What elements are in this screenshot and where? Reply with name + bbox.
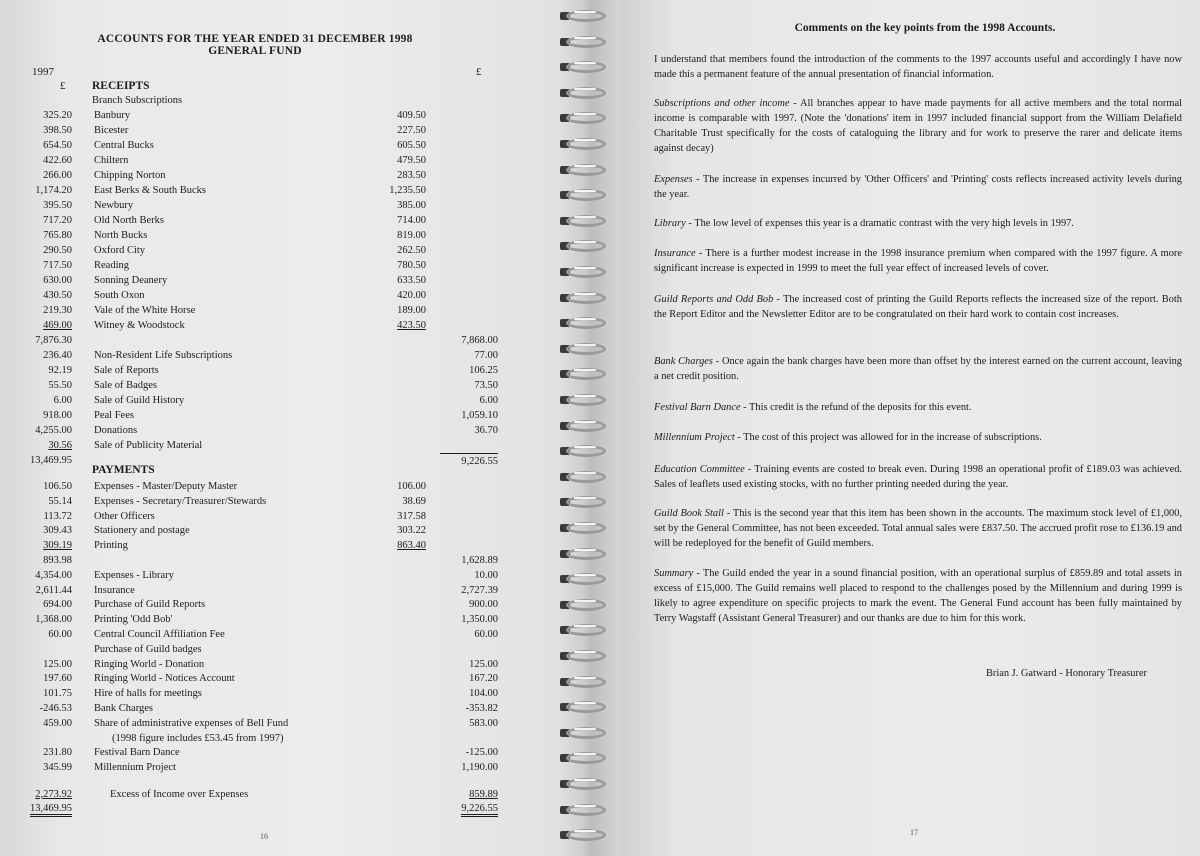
receipt-prev: 325.20 (43, 110, 72, 121)
payment-col2: 2,727.39 (461, 584, 498, 596)
binding-coil (560, 469, 612, 485)
comment-paragraph (654, 400, 1182, 415)
receipt-row (0, 273, 556, 288)
binding-coil (560, 546, 612, 562)
comment-heading: Guild Reports and Odd Bob (654, 294, 774, 305)
receipt-col1: 780.50 (397, 260, 426, 271)
spiral-binding (556, 0, 620, 856)
payment-prev: 231.80 (43, 747, 72, 759)
receipt-row (0, 408, 556, 423)
receipt-label: Old North Berks (94, 215, 164, 226)
binding-coil (560, 725, 612, 741)
binding-coil (560, 110, 612, 126)
branch-heading-label: Branch Subscriptions (92, 95, 183, 106)
comment-text: - The increased cost of printing the Guild Reports reflects the increased size of the report. Both the Report Editor and the Newsletter Editor are to be congratulated on their hard work to contain cost increases. (654, 294, 1182, 320)
payment-col2: 125.00 (469, 658, 498, 670)
binding-coil (560, 136, 612, 152)
receipt-label: Chipping Norton (94, 170, 166, 181)
payment-prev: 55.14 (48, 495, 72, 507)
payment-col2: 1,628.89 (461, 555, 498, 566)
payment-col2: 60.00 (474, 629, 498, 640)
binding-coil (560, 674, 612, 690)
binding-coil (560, 622, 612, 638)
comment-text: - The increase in expenses incurred by 'Other Officers' and 'Printing' costs reflects increased activity levels during the year. (654, 174, 1182, 200)
receipt-prev: 395.50 (43, 200, 72, 211)
payment-col2: 1,190.00 (461, 762, 498, 774)
payment-col2: 583.00 (469, 717, 498, 729)
accounts-title: ACCOUNTS FOR THE YEAR ENDED 31 DECEMBER 1998 (97, 33, 413, 45)
receipt-row (0, 423, 556, 438)
payment-label: Printing 'Odd Bob' (94, 614, 173, 626)
receipt-label: Witney & Woodstock (94, 320, 185, 331)
receipt-prev: 30.56 (48, 440, 72, 451)
left-page-accounts (0, 0, 556, 856)
payment-label: Ringing World - Donation (94, 658, 205, 670)
binding-coil (560, 34, 612, 50)
branch-subscriptions-heading (0, 93, 556, 108)
payment-prev: -246.53 (39, 703, 72, 714)
payment-label: Purchase of Guild Reports (94, 599, 206, 611)
receipt-label: Sonning Deanery (94, 275, 168, 286)
receipt-col1: 227.50 (397, 125, 426, 136)
payment-prev: 113.72 (43, 510, 72, 522)
excess-prev: 2,273.92 (35, 789, 72, 800)
payment-prev: 2,611.44 (35, 584, 72, 596)
receipt-row (0, 243, 556, 258)
receipt-row (0, 453, 556, 468)
receipt-label: Chiltern (94, 155, 129, 166)
receipt-prev: 654.50 (43, 140, 72, 151)
binding-coil (560, 85, 612, 101)
receipt-label: North Bucks (94, 230, 148, 241)
comments-title: Comments on the key points from the 1998 Accounts. (794, 22, 1056, 34)
payment-row (0, 657, 556, 672)
payment-label: Expenses - Library (94, 569, 174, 581)
total-prev: 13,469.95 (30, 803, 72, 817)
receipt-prev: 55.50 (48, 380, 72, 391)
payment-col1: 303.22 (397, 525, 426, 537)
payment-row (0, 760, 556, 775)
prev-year-header: 1997 (32, 66, 54, 78)
comment-text: - This is the second year that this item has been shown in the accounts. The maximum stock level of £1,000, set by the General Committee, has not been exceeded. Total annual sales were £837.50. The accrued profit rose to £136.19 and will be redeployed for the benefit of Guild members. (654, 508, 1183, 549)
receipt-row (0, 318, 556, 333)
payment-label: (1998 figure includes £53.45 from 1997) (112, 732, 284, 744)
comment-heading: Bank Charges (654, 356, 713, 367)
payment-row (0, 494, 556, 509)
binding-coil (560, 776, 612, 792)
payment-label: Millennium Project (94, 762, 176, 774)
receipt-row (0, 378, 556, 393)
total-row (0, 801, 556, 816)
binding-coil (560, 827, 612, 843)
payment-label: Central Council Affiliation Fee (94, 629, 225, 640)
receipt-col2: 106.25 (469, 365, 498, 376)
receipt-label: Banbury (94, 110, 131, 121)
payment-row (0, 701, 556, 716)
receipt-col1: 633.50 (397, 275, 426, 286)
receipt-col1: 420.00 (397, 290, 426, 301)
payment-prev: 309.19 (43, 540, 72, 552)
receipt-col2: 73.50 (474, 380, 498, 391)
payment-row (0, 627, 556, 642)
receipt-col1: 189.00 (397, 305, 426, 316)
right-page-comments (620, 0, 1200, 856)
receipt-row (0, 333, 556, 348)
binding-coil (560, 366, 612, 382)
comment-paragraph (654, 462, 1182, 492)
comment-text: - Training events are costed to break even. During 1998 an operational profit of £189.03 was achieved. Sales of leaflets used existing stocks, with no further printing needed during the year. (654, 464, 1183, 490)
comment-text: - This credit is the refund of the deposits for this event. (740, 402, 972, 413)
receipt-label: Sale of Reports (94, 365, 159, 376)
payment-prev: 459.00 (43, 717, 72, 729)
comments-intro: I understand that members found the introduction of the comments to the 1997 accounts useful and accordingly I have now made this a permanent feature of the annual presentation of financial information. (654, 54, 1182, 80)
receipt-col1: 423.50 (397, 320, 426, 331)
receipt-col1: 819.00 (397, 230, 426, 241)
comment-heading: Library (654, 218, 686, 229)
binding-coil (560, 238, 612, 254)
receipt-prev: 918.00 (43, 410, 72, 421)
payment-label: Printing (94, 540, 128, 552)
payment-prev: 197.60 (43, 673, 72, 685)
receipt-label: Sale of Guild History (94, 395, 185, 406)
payment-row (0, 731, 556, 746)
payments-heading: PAYMENTS (92, 464, 155, 476)
receipt-prev: 430.50 (43, 290, 72, 301)
binding-coil (560, 187, 612, 203)
receipt-label: Reading (94, 260, 129, 271)
payment-col1: 317.58 (397, 510, 426, 522)
receipt-col2: 6.00 (479, 395, 498, 406)
receipt-col1: 409.50 (397, 110, 426, 121)
receipt-label: Central Bucks (94, 140, 154, 151)
comment-heading: Guild Book Stall (654, 508, 724, 519)
comment-paragraph (654, 506, 1182, 551)
receipt-col1: 605.50 (397, 140, 426, 151)
payment-label: Purchase of Guild badges (94, 643, 202, 655)
payment-row (0, 686, 556, 701)
payment-label: Other Officers (94, 510, 155, 522)
comment-paragraph (654, 430, 1182, 445)
comment-paragraph (654, 354, 1182, 384)
payment-label: Expenses - Master/Deputy Master (94, 481, 238, 492)
receipt-col2: 77.00 (474, 350, 498, 361)
payment-col2: 1,350.00 (461, 614, 498, 626)
binding-coil (560, 648, 612, 664)
accounts-subtitle: GENERAL FUND (208, 45, 302, 57)
receipt-row (0, 213, 556, 228)
receipt-col2: 1,059.10 (461, 410, 498, 421)
receipt-row (0, 183, 556, 198)
receipt-prev: 1,174.20 (35, 185, 72, 196)
payment-col2: 104.00 (469, 688, 498, 700)
receipt-label: Vale of the White Horse (94, 305, 196, 316)
receipt-prev: 219.30 (43, 305, 72, 316)
receipt-col2: 36.70 (474, 425, 498, 436)
comment-text: - Once again the bank charges have been more than offset by the interest earned on the current account, leaving a net credit position. (654, 356, 1182, 382)
receipt-label: Oxford City (94, 245, 146, 256)
payment-row (0, 612, 556, 627)
payment-row (0, 479, 556, 494)
payment-col2: 900.00 (469, 599, 498, 611)
comment-heading: Festival Barn Dance (654, 402, 741, 413)
comment-text: - All branches appear to have made payments for all active members and the total normal income is comparable with 1997. (Note the 'donations' item in 1997 included financial support from the William Delafield Charitable Trust specifically for the costs of cataloguing the library and for work to preserve the rarer and delicate items against decay) (654, 98, 1182, 154)
binding-coil (560, 392, 612, 408)
payment-col2: -353.82 (465, 703, 498, 714)
receipt-label: Non-Resident Life Subscriptions (94, 350, 233, 361)
binding-coil (560, 494, 612, 510)
receipt-row (0, 363, 556, 378)
payment-col2: 167.20 (469, 673, 498, 685)
payment-row (0, 716, 556, 731)
receipt-row (0, 228, 556, 243)
payment-label: Ringing World - Notices Account (94, 673, 235, 685)
excess-row (0, 787, 556, 802)
receipt-prev: 236.40 (43, 350, 72, 361)
binding-coil (560, 443, 612, 459)
receipt-col1: 385.00 (397, 200, 426, 211)
payment-prev: 694.00 (43, 599, 72, 611)
payment-prev: 125.00 (43, 658, 72, 670)
binding-coil (560, 341, 612, 357)
binding-coil (560, 59, 612, 75)
receipt-col1: 1,235.50 (389, 185, 426, 196)
receipt-prev: 469.00 (43, 320, 72, 331)
comment-text: - The Guild ended the year in a sound financial position, with an operational surplus of £859.89 and total assets in excess of £15,000. The Guild remains well placed to respond to the challenges posed by the Millennium and during 1999 is likely to agree expenditure on specific projects to mark the event. The General Fund account has been fully maintained by Terry Wagstaff (Assistant General Treasurer) and our thanks are due to him for this work. (654, 568, 1182, 624)
payment-row (0, 671, 556, 686)
receipt-prev: 6.00 (53, 395, 72, 406)
receipt-label: Bicester (94, 125, 129, 136)
payment-row (0, 553, 556, 568)
receipt-row (0, 108, 556, 123)
payment-prev: 893.98 (43, 555, 72, 566)
payment-col2: -125.00 (465, 747, 498, 759)
comment-heading: Expenses (654, 174, 693, 185)
left-page-number: 16 (260, 832, 268, 841)
receipt-label: Sale of Publicity Material (94, 440, 203, 451)
right-page-number: 17 (910, 828, 918, 837)
receipt-prev: 630.00 (43, 275, 72, 286)
binding-coil (560, 264, 612, 280)
payment-row (0, 583, 556, 598)
binding-coil (560, 520, 612, 536)
payment-label: Hire of halls for meetings (94, 688, 202, 700)
payment-label: Stationery and postage (94, 525, 190, 537)
binding-coil (560, 699, 612, 715)
comment-paragraph (654, 216, 1182, 231)
receipt-row (0, 138, 556, 153)
binding-coil (560, 213, 612, 229)
receipt-label: South Oxon (94, 290, 145, 301)
payment-row (0, 538, 556, 553)
receipt-prev: 92.19 (48, 365, 72, 376)
comment-text: - The cost of this project was allowed for in the increase of subscriptions. (734, 432, 1042, 443)
receipt-col1: 262.50 (397, 245, 426, 256)
receipt-row (0, 168, 556, 183)
receipt-row (0, 393, 556, 408)
total-current: 9,226.55 (461, 803, 498, 817)
binding-coil (560, 571, 612, 587)
receipt-label: Peal Fees (94, 410, 134, 421)
receipt-row (0, 438, 556, 453)
payment-row (0, 597, 556, 612)
binding-coil (560, 750, 612, 766)
binding-coil (560, 802, 612, 818)
receipt-row (0, 153, 556, 168)
payment-prev: 60.00 (48, 629, 72, 640)
receipt-prev: 717.50 (43, 260, 72, 271)
prev-currency-header: £ (60, 80, 66, 92)
receipt-label: Newbury (94, 200, 134, 211)
comment-heading: Subscriptions and other income (654, 98, 790, 109)
receipt-prev: 717.20 (43, 215, 72, 226)
payment-col1: 106.00 (397, 481, 426, 492)
binding-coil (560, 162, 612, 178)
comment-text: - There is a further modest increase in the 1998 insurance premium when compared with the 1997 figure. A more significant increase is expected in 1999 to meet the full year effect of increased levels of cover. (654, 248, 1182, 274)
comment-paragraph (654, 246, 1182, 276)
binding-coil (560, 315, 612, 331)
payment-col1: 38.69 (402, 495, 426, 507)
treasurer-signature: Brian J. Gatward - Honorary Treasurer (986, 668, 1148, 679)
payment-prev: 106.50 (43, 481, 72, 492)
comment-paragraph (654, 96, 1182, 156)
receipt-col1: 714.00 (397, 215, 426, 226)
payment-prev: 345.99 (43, 762, 72, 774)
receipt-col1: 479.50 (397, 155, 426, 166)
payment-label: Insurance (94, 584, 135, 596)
comment-heading: Millennium Project (654, 432, 735, 443)
payment-row (0, 568, 556, 583)
comment-paragraph (654, 172, 1182, 202)
receipt-prev: 13,469.95 (30, 455, 72, 466)
payment-col1: 863.40 (397, 540, 426, 552)
comment-heading: Summary (654, 568, 694, 579)
receipt-prev: 266.00 (43, 170, 72, 181)
payment-prev: 1,368.00 (35, 614, 72, 626)
payment-label: Share of administrative expenses of Bell Fund (94, 717, 289, 729)
receipt-prev: 398.50 (43, 125, 72, 136)
receipt-label: East Berks & South Bucks (94, 185, 206, 196)
receipt-row (0, 303, 556, 318)
receipt-prev: 765.80 (43, 230, 72, 241)
payment-col2: 10.00 (474, 569, 498, 581)
receipt-prev: 4,255.00 (35, 425, 72, 436)
payment-label: Expenses - Secretary/Treasurer/Stewards (94, 495, 267, 507)
receipts-heading: RECEIPTS (92, 80, 150, 92)
payment-prev: 4,354.00 (35, 569, 72, 581)
receipt-label: Donations (94, 425, 138, 436)
receipt-prev: 290.50 (43, 245, 72, 256)
receipt-col1: 283.50 (397, 170, 426, 181)
comment-heading: Education Committee (654, 464, 745, 475)
payment-prev: 101.75 (43, 688, 72, 700)
excess-label: Excess of Income over Expenses (110, 789, 249, 800)
comment-text: - The low level of expenses this year is a dramatic contrast with the very high levels in 1997. (685, 218, 1074, 229)
comment-paragraph (654, 566, 1182, 626)
receipt-label: Sale of Badges (94, 380, 157, 391)
payment-row (0, 642, 556, 657)
payment-label: Festival Barn Dance (94, 747, 180, 759)
receipt-row (0, 198, 556, 213)
current-currency-header: £ (476, 66, 482, 78)
receipt-prev: 422.60 (43, 155, 72, 166)
comment-paragraph (654, 292, 1182, 322)
receipt-col2: 9,226.55 (440, 453, 498, 469)
binding-coil (560, 597, 612, 613)
binding-coil (560, 290, 612, 306)
receipt-prev: 7,876.30 (35, 335, 72, 346)
receipt-row (0, 123, 556, 138)
comment-heading: Insurance (654, 248, 696, 259)
receipt-row (0, 348, 556, 363)
receipt-row (0, 258, 556, 273)
payment-row (0, 509, 556, 524)
excess-current: 859.89 (469, 789, 498, 800)
binding-coil (560, 418, 612, 434)
receipt-col2: 7,868.00 (461, 335, 498, 346)
payment-row (0, 523, 556, 538)
binding-coil (560, 8, 612, 24)
receipt-row (0, 288, 556, 303)
payment-row (0, 745, 556, 760)
payment-prev: 309.43 (43, 525, 72, 537)
payment-label: Bank Charges (94, 703, 154, 714)
